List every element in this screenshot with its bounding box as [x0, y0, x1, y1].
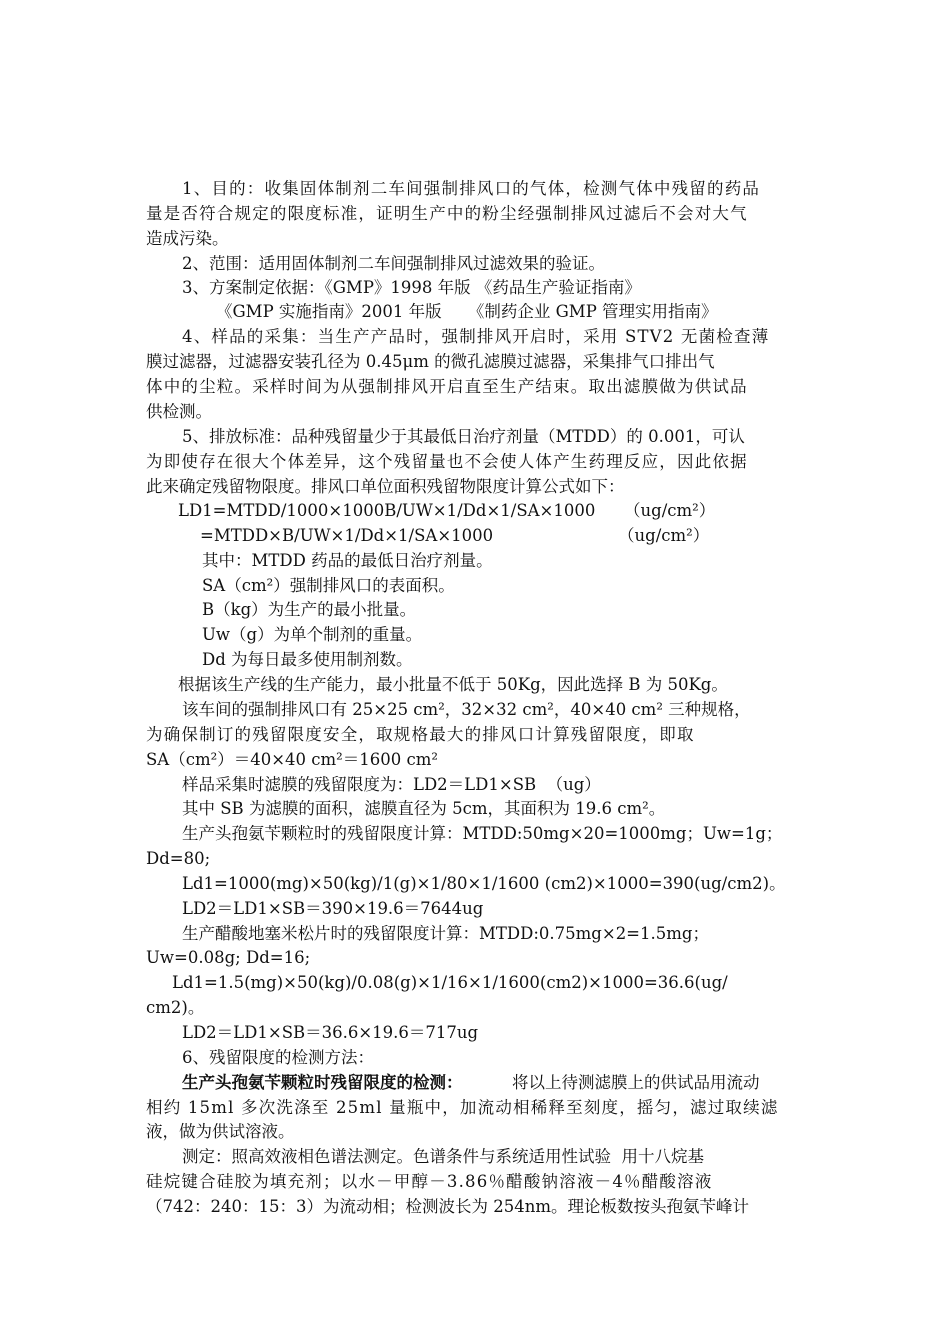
formula-unit: （ug/cm²）: [624, 501, 716, 520]
text-line: 3、方案制定依据：《GMP》1998 年版 《药品生产验证指南》: [182, 278, 641, 297]
text-line: 此来确定残留物限度。排风口单位面积残留物限度计算公式如下：: [146, 477, 625, 496]
text-line: 6、残留限度的检测方法：: [182, 1048, 374, 1067]
text-line: Ld1=1.5(mg)×50(kg)/0.08(g)×1/16×1/1600(cm2)×1000=36.6(ug/: [172, 973, 728, 992]
text-line: 其中：MTDD 药品的最低日治疗剂量。: [202, 551, 493, 570]
text-line: 测定：照高效液相色谱法测定。色谱条件与系统适用性试验 用十八烷基: [182, 1147, 704, 1166]
text-line: 2、范围：适用固体制剂二车间强制排风过滤效果的验证。: [182, 254, 605, 273]
text-line: 为即使存在很大个体差异，这个残留量也不会使人体产生药理反应，因此依据: [146, 452, 748, 471]
text-line: 生产头孢氨苄颗粒时的残留限度计算：MTDD:50mg×20=1000mg；Uw=1g；: [182, 824, 783, 843]
text-line: 将以上待测滤膜上的供试品用流动: [512, 1073, 760, 1092]
text-line: 根据该生产线的生产能力，最小批量不低于 50Kg，因此选择 B 为 50Kg。: [178, 675, 728, 694]
text-line: 4、样品的采集：当生产产品时，强制排风开启时，采用 STV2 无菌检查薄: [182, 327, 770, 346]
text-line: 样品采集时滤膜的残留限度为：LD2＝LD1×SB （ug）: [182, 775, 601, 794]
text-line: 其中 SB 为滤膜的面积，滤膜直径为 5cm，其面积为 19.6 cm²。: [182, 799, 666, 818]
text-line: Uw（g）为单个制剂的重量。: [202, 625, 423, 644]
text-line: Uw=0.08g; Dd=16;: [146, 948, 311, 967]
text-line: 量是否符合规定的限度标准，证明生产中的粉尘经强制排风过滤后不会对大气: [146, 204, 748, 223]
formula-line: =MTDD×B/UW×1/Dd×1/SA×1000: [200, 526, 494, 545]
text-line: 相约 15ml 多次洗涤至 25ml 量瓶中，加流动相稀释至刻度，摇匀，滤过取续滤: [146, 1098, 779, 1117]
text-line: 1、目的：收集固体制剂二车间强制排风口的气体，检测气体中残留的药品: [182, 179, 761, 198]
text-line: 体中的尘粒。采样时间为从强制排风开启直至生产结束。取出滤膜做为供试品: [146, 377, 748, 396]
text-line: 为确保制订的残留限度安全，取规格最大的排风口计算残留限度，即取: [146, 725, 695, 744]
text-line: Dd=80;: [146, 849, 211, 868]
section-heading: 生产头孢氨苄颗粒时残留限度的检测：: [182, 1073, 463, 1092]
text-line: 膜过滤器，过滤器安装孔径为 0.45μm 的微孔滤膜过滤器，采集排气口排出气: [146, 352, 715, 371]
text-line: LD2＝LD1×SB＝390×19.6＝7644ug: [182, 899, 484, 918]
text-line: （742：240：15：3）为流动相；检测波长为 254nm。理论板数按头孢氨苄峰计: [146, 1197, 749, 1216]
text-line: 液，做为供试溶液。: [146, 1122, 295, 1141]
text-line: cm2)。: [146, 998, 205, 1017]
formula-line: LD1=MTDD/1000×1000B/UW×1/Dd×1/SA×1000: [178, 501, 596, 520]
text-line: 生产醋酸地塞米松片时的残留限度计算：MTDD:0.75mg×2=1.5mg；: [182, 924, 709, 943]
text-line: SA（cm²）强制排风口的表面积。: [202, 576, 455, 595]
text-line: 造成污染。: [146, 229, 229, 248]
text-line: 硅烷键合硅胶为填充剂；以水－甲醇－3.86％醋酸钠溶液－4％醋酸溶液: [146, 1172, 713, 1191]
text-line: SA（cm²）＝40×40 cm²＝1600 cm²: [146, 750, 439, 769]
formula-unit: （ug/cm²）: [618, 526, 710, 545]
text-line: Ld1=1000(mg)×50(kg)/1(g)×1/80×1/1600 (cm2)×1000=390(ug/cm2)。: [182, 874, 786, 893]
text-line: 5、排放标准：品种残留量少于其最低日治疗剂量（MTDD）的 0.001，可认: [182, 427, 745, 446]
text-line: B（kg）为生产的最小批量。: [202, 600, 417, 619]
text-line: 该车间的强制排风口有 25×25 cm²，32×32 cm²，40×40 cm² 三种规格，: [182, 700, 751, 719]
text-line: Dd 为每日最多使用制剂数。: [202, 650, 413, 669]
text-line: 《GMP 实施指南》2001 年版 《制药企业 GMP 管理实用指南》: [216, 302, 718, 321]
text-line: LD2＝LD1×SB＝36.6×19.6＝717ug: [182, 1023, 479, 1042]
text-line: 供检测。: [146, 402, 212, 421]
